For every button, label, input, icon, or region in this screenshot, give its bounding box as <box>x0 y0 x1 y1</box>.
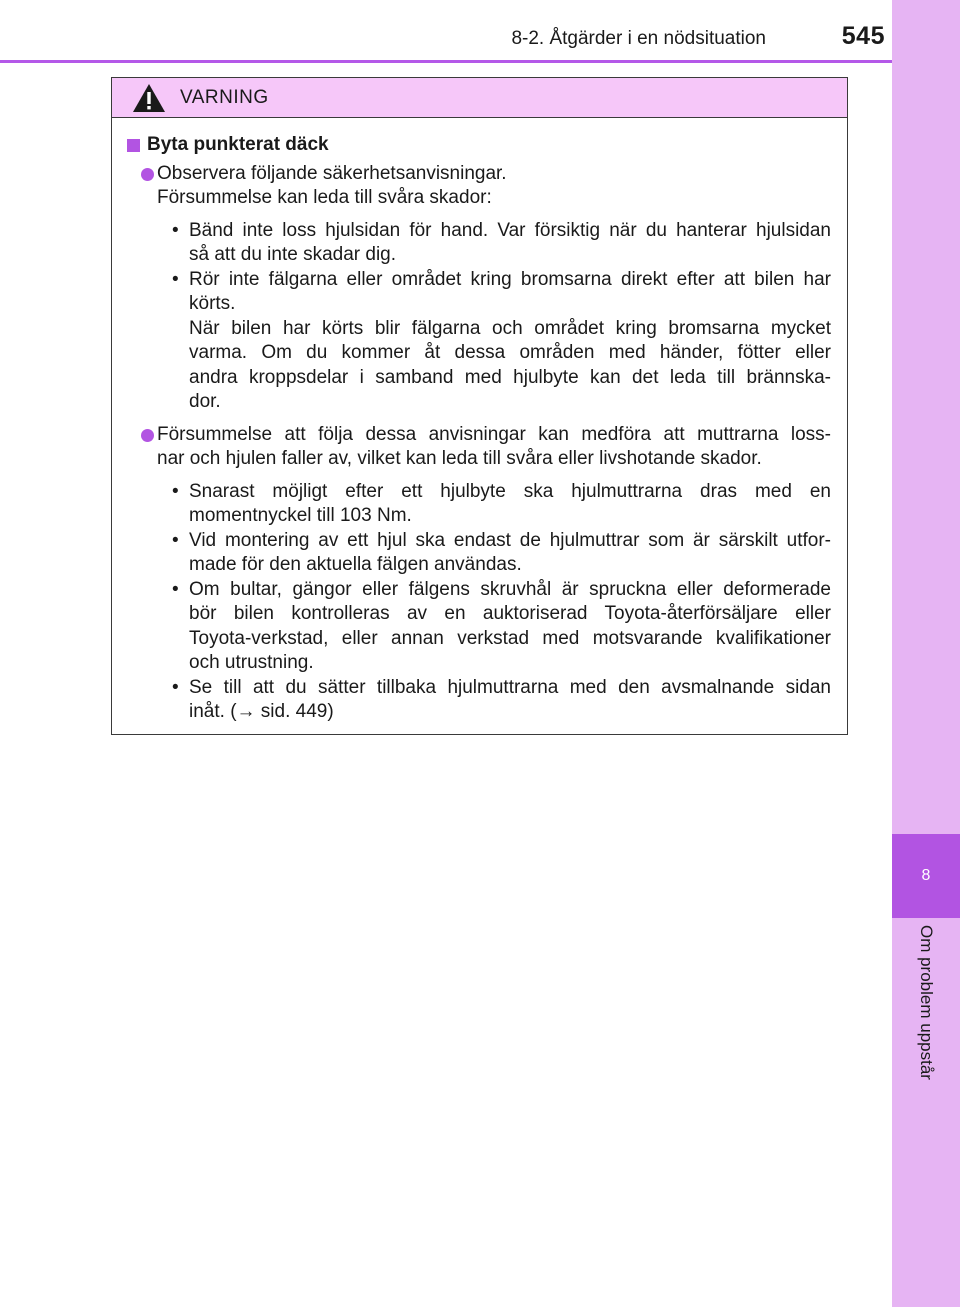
sub-item-line: körts. <box>189 293 236 314</box>
sub-item-line: När bilen har körts blir fälgarna och området kring bromsarna mycket <box>189 317 831 339</box>
section-heading <box>127 133 831 158</box>
sub-item-line: Rör inte fälgarna eller området kring bromsarna direkt efter att bilen har <box>189 268 831 290</box>
warning-box <box>111 77 848 735</box>
circle-bullet-icon <box>141 429 154 442</box>
sub-item-line: bör bilen kontrolleras av en auktoriserad Toyota-återförsäljare eller <box>189 603 831 624</box>
sub-item-line: made för den aktuella fälgen användas. <box>189 554 522 575</box>
sub-item <box>127 480 831 529</box>
bullet-dot-icon: • <box>172 219 179 241</box>
bullet-dot-icon: • <box>172 676 179 698</box>
sub-item-line: momentnyckel till 103 Nm. <box>189 505 412 526</box>
chapter-title: Om problem uppstår <box>917 925 936 1080</box>
circle-item <box>127 162 831 211</box>
sub-item <box>127 578 831 676</box>
sub-item-line: dor. <box>189 391 221 412</box>
sub-item-line: andra kroppsdelar i samband med hjulbyte kan det leda till brännska- <box>189 366 831 388</box>
item-line: Observera följande säkerhetsanvisningar. <box>157 162 507 184</box>
warning-title: VARNING <box>180 86 269 108</box>
warning-body <box>112 118 847 725</box>
bullet-dot-icon: • <box>172 529 179 551</box>
chapter-tab[interactable] <box>892 834 960 918</box>
sub-item <box>127 219 831 268</box>
sub-item-line: Om bultar, gängor eller fälgens skruvhål är spruckna eller deformerade <box>189 578 831 600</box>
sub-item <box>127 676 831 725</box>
section-heading-text: Byta punkterat däck <box>147 134 329 155</box>
sub-item-line: Snarast möjligt efter ett hjulbyte ska hjulmuttrarna dras med en <box>189 480 831 502</box>
sub-item-line: varma. Om du kommer åt dessa områden med händer, fötter eller <box>189 342 831 363</box>
page-number: 545 <box>841 22 885 50</box>
bullet-dot-icon: • <box>172 268 179 290</box>
warning-header <box>112 78 847 118</box>
sub-item-line: Se till att du sätter tillbaka hjulmuttrarna med den avsmalnande sidan <box>189 676 831 698</box>
sub-item-line: så att du inte skadar dig. <box>189 244 397 265</box>
item-line: Försummelse kan leda till svåra skador: <box>157 187 492 208</box>
square-bullet-icon <box>127 139 140 152</box>
sub-item-list <box>127 219 831 415</box>
sub-item-line: inåt. (→ sid. 449) <box>189 701 334 722</box>
section-title: 8-2. Åtgärder i en nödsituation <box>511 28 766 49</box>
header-divider <box>0 60 892 63</box>
warning-triangle-icon <box>132 83 166 113</box>
item-line: Försummelse att följa dessa anvisningar kan medföra att muttrarna loss- <box>157 423 831 445</box>
chapter-label <box>892 925 960 1165</box>
circle-bullet-icon <box>141 168 154 181</box>
circle-item <box>127 423 831 472</box>
sub-item-line: Toyota-verkstad, eller annan verkstad med motsvarande kvalifikationer <box>189 627 831 649</box>
warning-items <box>127 162 831 725</box>
sub-item-line: Vid montering av ett hjul ska endast de hjulmuttrar som är särskilt utfor- <box>189 529 831 551</box>
bullet-dot-icon: • <box>172 578 179 600</box>
item-line: nar och hjulen faller av, vilket kan leda till svåra eller livshotande skador. <box>157 448 762 469</box>
sub-item-list <box>127 480 831 725</box>
sub-item-line: och utrustning. <box>189 652 314 673</box>
chapter-number: 8 <box>921 867 931 884</box>
sub-item <box>127 529 831 578</box>
sub-item-line: Bänd inte loss hjulsidan för hand. Var försiktig när du hanterar hjulsidan <box>189 219 831 241</box>
bullet-dot-icon: • <box>172 480 179 502</box>
sub-item <box>127 268 831 415</box>
